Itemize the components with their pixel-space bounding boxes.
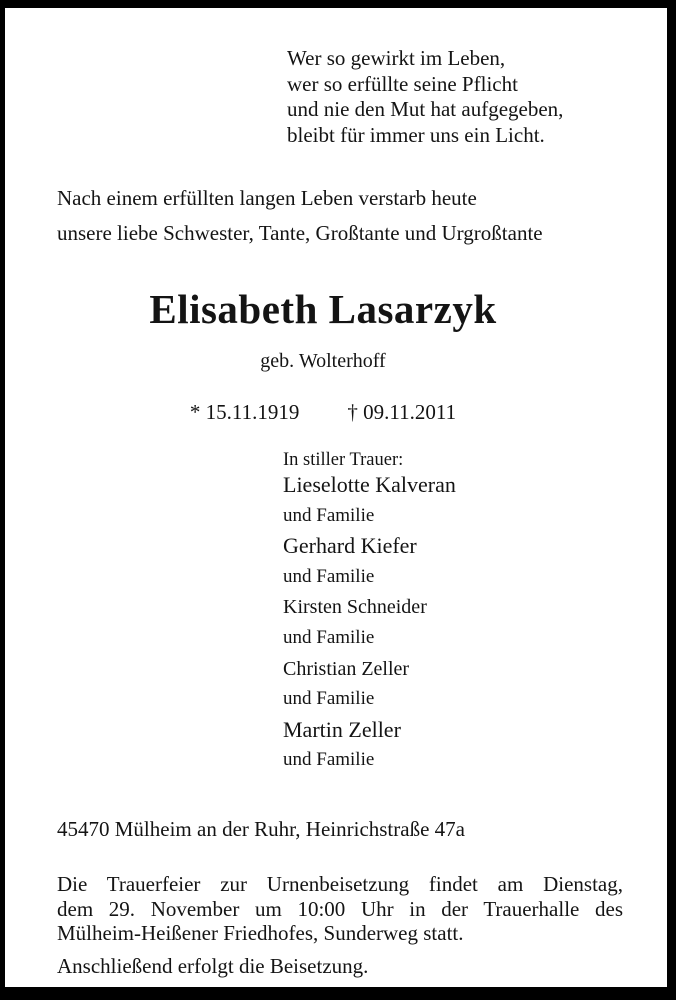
mourner-family: und Familie <box>283 626 375 648</box>
funeral-paragraph <box>57 872 623 946</box>
funeral-line: dem 29. November um 10:00 Uhr in der Trauerhalle des <box>57 896 623 921</box>
mourner-family: und Familie <box>283 504 375 526</box>
death-date: † 09.11.2011 <box>347 400 457 424</box>
mourner-name: Gerhard Kiefer <box>283 533 417 559</box>
mourners-heading: In stiller Trauer: <box>283 450 404 470</box>
birth-date: * 15.11.1919 <box>189 400 300 424</box>
mourner-name: Lieselotte Kalveran <box>283 472 456 497</box>
closing-line: Anschließend erfolgt die Beisetzung. <box>57 954 369 978</box>
mourner-name: Kirsten Schneider <box>283 596 427 619</box>
funeral-line: Mülheim-Heißener Friedhofes, Sunderweg statt. <box>57 921 464 946</box>
address-line: 45470 Mülheim an der Ruhr, Heinrichstraße 47a <box>57 817 465 841</box>
poem-line: und nie den Mut hat aufgegeben, <box>287 97 564 122</box>
mourner-family: und Familie <box>283 688 375 710</box>
poem <box>287 46 563 148</box>
mourner-list <box>283 470 456 776</box>
life-dates <box>5 400 641 425</box>
poem-line: wer so erfüllte seine Pflicht <box>287 71 518 96</box>
funeral-line: Die Trauerfeier zur Urnenbeisetzung findet am Dienstag, <box>57 872 623 896</box>
deceased-name: Elisabeth Lasarzyk <box>149 286 497 332</box>
mourner-name: Martin Zeller <box>283 716 401 742</box>
intro-line-2: unsere liebe Schwester, Tante, Großtante und Urgroßtante <box>57 221 543 245</box>
mourner-name: Christian Zeller <box>283 657 410 680</box>
poem-line: bleibt für immer uns ein Licht. <box>287 122 545 147</box>
maiden-name: geb. Wolterhoff <box>260 350 386 372</box>
poem-line: Wer so gewirkt im Leben, <box>287 46 506 70</box>
deceased-header <box>5 286 667 425</box>
intro-line-1: Nach einem erfüllten langen Leben verstarb heute <box>57 186 477 210</box>
mourner-family: und Familie <box>283 565 375 587</box>
mourner-family: und Familie <box>283 749 375 771</box>
mourners-section <box>283 449 456 776</box>
